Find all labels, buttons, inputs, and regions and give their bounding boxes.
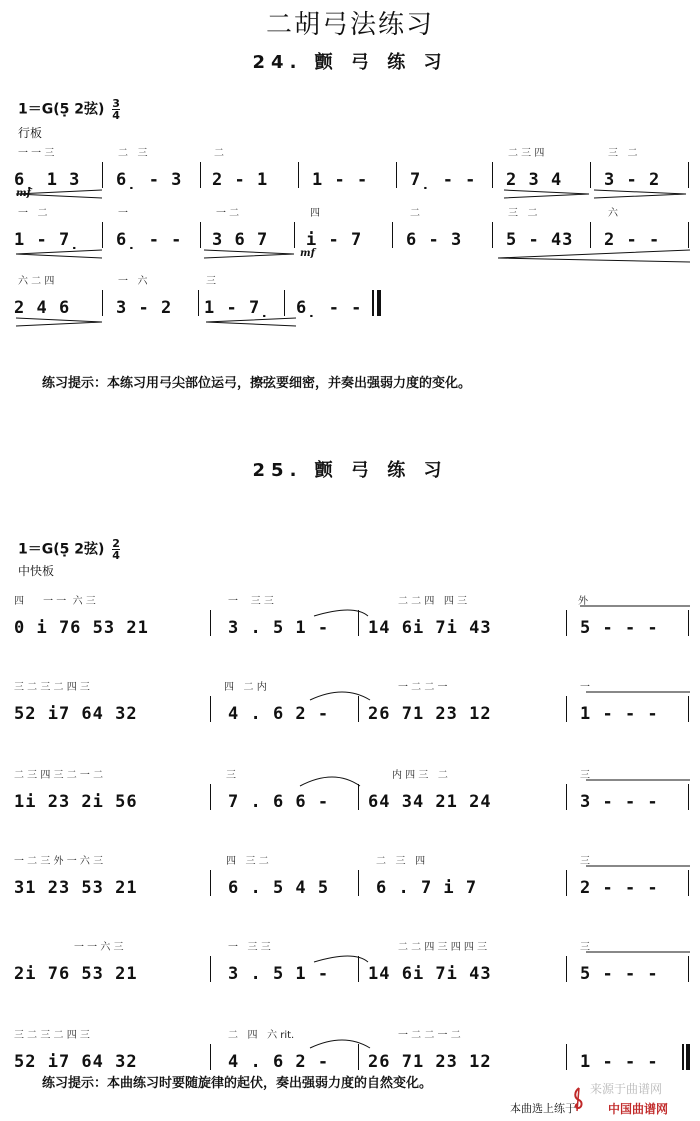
- ex25-staff-row-3: [14, 762, 690, 822]
- barline: [210, 696, 211, 722]
- fingering: 一 二 二 一 二: [398, 1030, 461, 1041]
- measure: 5 - - -: [580, 964, 659, 984]
- measure: 7̣ - -: [410, 170, 477, 190]
- barline: [688, 956, 689, 982]
- barline: [298, 162, 299, 188]
- key-text: 1＝G(5̣ 2弦): [18, 541, 105, 558]
- exercise-25-tempo: 中快板: [18, 564, 55, 578]
- fingering: 二 三 四: [376, 856, 426, 867]
- barline: [210, 610, 211, 636]
- measure: 6̣ - -: [116, 230, 183, 250]
- measure: 4 . 6 2 -: [228, 1052, 330, 1072]
- source-note: 本曲选上练于: [510, 1102, 576, 1115]
- time-signature: [112, 98, 120, 121]
- fingering: 三 二 三 二 四 三: [14, 682, 90, 693]
- ex25-staff-row-5: [14, 934, 690, 994]
- page-title: 二胡弓法练习: [265, 10, 434, 40]
- barline: [358, 784, 359, 810]
- time-numerator: 2: [112, 537, 120, 550]
- barline: [294, 222, 295, 248]
- barline: [200, 162, 201, 188]
- fingering: 一 二: [18, 208, 48, 219]
- barline: [358, 956, 359, 982]
- fingering: 二 三 四 三 二 一 二: [14, 770, 104, 781]
- barline: [688, 870, 689, 896]
- fingering: 一 二 二 一: [398, 682, 448, 693]
- measure: 2 4 6: [14, 298, 71, 318]
- measure: 5 - 43: [506, 230, 574, 250]
- barline: [688, 784, 689, 810]
- watermark-logo-text: 中国曲谱网: [608, 1102, 669, 1116]
- fingering: 一: [118, 208, 128, 219]
- measure: 2i 76 53 21: [14, 964, 138, 984]
- measure: 3 . 5 1 -: [228, 618, 330, 638]
- dynamic-mark: mf: [300, 248, 315, 259]
- measure: 3 - 2: [604, 170, 661, 190]
- fingering: 三: [580, 942, 590, 953]
- ex25-staff-row-2: [14, 674, 690, 734]
- measure: 6 . 7 i 7: [376, 878, 478, 898]
- fingering: 外: [578, 596, 588, 607]
- measure: 26 71 23 12: [368, 704, 492, 724]
- measure: 1 - - -: [580, 704, 659, 724]
- measure: 5 - - -: [580, 618, 659, 638]
- fingering: 二 二 四 三 四 四 三: [398, 942, 488, 953]
- barline: [492, 162, 493, 188]
- time-numerator: 3: [112, 97, 120, 110]
- time-denominator: 4: [112, 109, 120, 122]
- measure: 2 3 4: [506, 170, 563, 190]
- measure: 1 - -: [312, 170, 369, 190]
- fingering: 一 一 三: [18, 148, 55, 159]
- barline: [210, 870, 211, 896]
- barline: [566, 696, 567, 722]
- ex24-staff-row-3: [14, 268, 690, 328]
- measure: 0 i 76 53 21: [14, 618, 149, 638]
- fingering: 一 一 六 三: [74, 942, 124, 953]
- treble-clef-logo-icon: [570, 1086, 586, 1112]
- barline: [566, 784, 567, 810]
- fingering: 二 三: [118, 148, 148, 159]
- ex24-staff-row-1: [14, 140, 690, 200]
- measure: 14 6i 7i 43: [368, 964, 492, 984]
- measure: 1i 23 2i 56: [14, 792, 138, 812]
- watermark-text: 来源于曲谱网: [590, 1082, 663, 1096]
- fingering: 四 三 二: [226, 856, 269, 867]
- measure: 3 - - -: [580, 792, 659, 812]
- measure: 2 - - -: [580, 878, 659, 898]
- fingering: 二: [214, 148, 224, 159]
- fingering: 二 四 六 rit.: [228, 1030, 295, 1041]
- measure: 64 34 21 24: [368, 792, 492, 812]
- measure: 14 6i 7i 43: [368, 618, 492, 638]
- barline: [392, 222, 393, 248]
- barline: [358, 1044, 359, 1070]
- barline: [688, 696, 689, 722]
- barline: [210, 956, 211, 982]
- exercise-25-key-signature: [18, 538, 120, 561]
- fingering: 内 四 三 二: [392, 770, 448, 781]
- ex24-staff-row-2: [14, 200, 690, 260]
- measure: 6̣ - -: [296, 298, 363, 318]
- key-text: 1＝G(5̣ 2弦): [18, 101, 105, 118]
- barline: [688, 610, 689, 636]
- measure: 3 - 2: [116, 298, 173, 318]
- fingering: 二 三 四: [508, 148, 545, 159]
- time-denominator: 4: [112, 549, 120, 562]
- exercise-25-tip: 练习提示：本曲练习时要随旋律的起伏，奏出强弱力度的自然变化。: [42, 1076, 433, 1091]
- measure: 2 - 1: [212, 170, 269, 190]
- exercise-24-tip: 练习提示：本练习用弓尖部位运弓，擦弦要细密，并奏出强弱力度的变化。: [42, 376, 472, 391]
- barline: [210, 784, 211, 810]
- ex25-staff-row-4: [14, 848, 690, 908]
- fingering: 一 三 三: [228, 596, 274, 607]
- measure: 52 i7 64 32: [14, 704, 138, 724]
- measure: 2 - -: [604, 230, 661, 250]
- barline: [284, 290, 285, 316]
- fingering: 一 六: [118, 276, 148, 287]
- dynamic-mark: mf: [16, 188, 31, 199]
- exercise-24-key-signature: [18, 98, 120, 121]
- barline: [688, 222, 689, 248]
- exercise-25-title: 25. 颤 弓 练 习: [252, 460, 448, 481]
- barline: [102, 290, 103, 316]
- fingering: 四 一 一 六 三: [14, 596, 96, 607]
- barline: [358, 696, 359, 722]
- barline: [198, 290, 199, 316]
- final-barline-thin: [372, 290, 374, 316]
- time-signature: [112, 538, 120, 561]
- exercise-24-tempo: 行板: [18, 126, 43, 140]
- fingering: 四 二 内: [224, 682, 267, 693]
- measure: 31 23 53 21: [14, 878, 138, 898]
- final-barline-thick: [377, 290, 381, 316]
- fingering: 一 三 三: [228, 942, 271, 953]
- fingering: 一 二: [216, 208, 240, 219]
- measure: i - 7: [306, 230, 363, 250]
- fingering: 二: [410, 208, 420, 219]
- measure: 3 6 7: [212, 230, 269, 250]
- barline: [688, 162, 689, 188]
- measure: 1 - - -: [580, 1052, 659, 1072]
- fingering: 三: [206, 276, 216, 287]
- fingering: 一 二 三 外 一 六 三: [14, 856, 104, 867]
- ex25-staff-row-1: [14, 588, 690, 648]
- barline: [566, 956, 567, 982]
- measure: 7 . 6 6 -: [228, 792, 330, 812]
- barline: [358, 610, 359, 636]
- measure: 52 i7 64 32: [14, 1052, 138, 1072]
- barline: [200, 222, 201, 248]
- measure: 3 . 5 1 -: [228, 964, 330, 984]
- measure: 6 - 3: [406, 230, 463, 250]
- measure: 6̣ 1 3: [14, 170, 81, 190]
- fingering: 三: [580, 770, 590, 781]
- barline: [102, 222, 103, 248]
- fingering: 三 二: [608, 148, 638, 159]
- exercise-24-title: 24. 颤 弓 练 习: [252, 52, 448, 73]
- measure: 1 - 7̣: [14, 230, 81, 250]
- measure: 6̣ - 3: [116, 170, 183, 190]
- fingering: 三 二: [508, 208, 538, 219]
- measure: 4 . 6 2 -: [228, 704, 330, 724]
- barline: [102, 162, 103, 188]
- fingering: 四: [310, 208, 320, 219]
- barline: [210, 1044, 211, 1070]
- fingering: 三: [226, 770, 236, 781]
- barline: [566, 870, 567, 896]
- final-barline-thin: [682, 1044, 684, 1070]
- fingering: 三: [580, 856, 590, 867]
- fingering: 六 二 四: [18, 276, 55, 287]
- barline: [492, 222, 493, 248]
- fingering: 三 二 三 二 四 三: [14, 1030, 90, 1041]
- barline: [590, 162, 591, 188]
- fingering: 六: [608, 208, 618, 219]
- barline: [358, 870, 359, 896]
- measure: 1 - 7̣: [204, 298, 271, 318]
- barline: [396, 162, 397, 188]
- barline: [590, 222, 591, 248]
- fingering: 二 二 四 四 三: [398, 596, 468, 607]
- measure: 6 . 5 4 5: [228, 878, 330, 898]
- barline: [566, 610, 567, 636]
- measure: 26 71 23 12: [368, 1052, 492, 1072]
- final-barline-thick: [686, 1044, 690, 1070]
- fingering: 一: [580, 682, 590, 693]
- barline: [566, 1044, 567, 1070]
